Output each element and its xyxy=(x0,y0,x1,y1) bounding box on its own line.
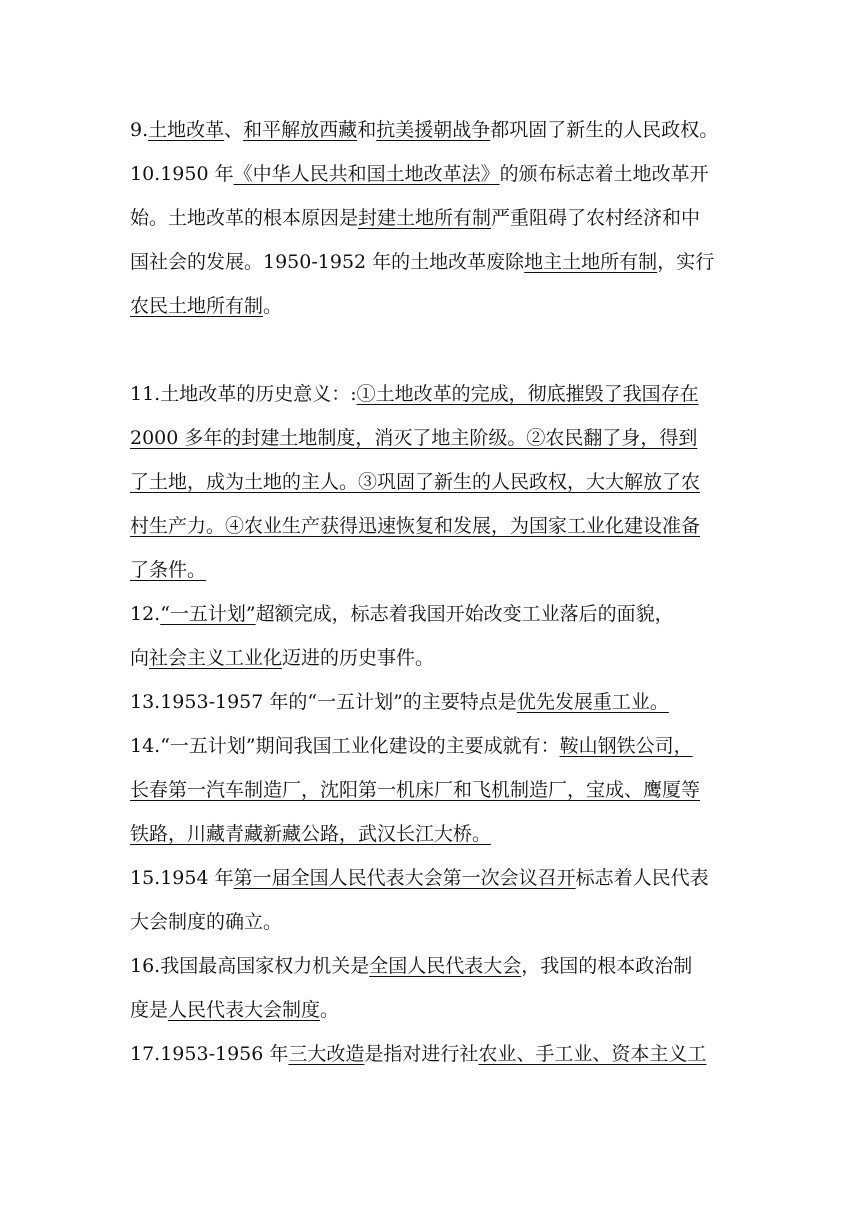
text-segment: 和 xyxy=(357,119,377,141)
text-line xyxy=(130,460,750,504)
text-line xyxy=(130,1032,750,1076)
underlined-keyword: 地主土地所有制 xyxy=(524,251,658,273)
text-line xyxy=(130,548,750,592)
text-segment: 度是 xyxy=(130,999,169,1021)
underlined-keyword: 《中华人民共和国土地改革法》 xyxy=(233,163,500,185)
underlined-keyword: ①土地改革的完成，彻底摧毁了我国存在 xyxy=(356,383,699,405)
text-segment: 标志着人民代表 xyxy=(575,867,709,889)
underlined-keyword: 2000 多年的封建土地制度，消灭了地主阶级。②农民翻了身，得到 xyxy=(130,427,698,449)
underlined-keyword: 全国人民代表大会 xyxy=(369,955,522,977)
text-segment: 13.1953-1957 年的“一五计划”的主要特点是 xyxy=(130,691,517,713)
underlined-keyword: 农业、手工业、资本主义工 xyxy=(478,1043,707,1065)
text-line xyxy=(130,592,750,636)
text-segment: 都巩固了新生的人民政权。 xyxy=(490,119,719,141)
underlined-keyword: 三大改造 xyxy=(288,1043,365,1065)
text-segment: 。 xyxy=(320,999,340,1021)
text-line xyxy=(130,724,750,768)
text-segment: 国社会的发展。1950-1952 年的土地改革废除 xyxy=(130,251,525,273)
text-segment: 大会制度的确立。 xyxy=(130,911,283,933)
text-line xyxy=(130,680,750,724)
paragraph-gap xyxy=(130,328,750,372)
text-segment: ，实行 xyxy=(657,251,715,273)
text-line xyxy=(130,152,750,196)
underlined-keyword: 了条件。 xyxy=(130,559,207,581)
underlined-keyword: 人民代表大会制度 xyxy=(168,999,321,1021)
text-segment: 的颁布标志着土地改革开 xyxy=(499,163,709,185)
underlined-keyword: 社会主义工业化 xyxy=(149,647,283,669)
underlined-keyword: 农民土地所有制 xyxy=(130,295,264,317)
underlined-keyword: 优先发展重工业。 xyxy=(516,691,669,713)
text-segment: 9. xyxy=(130,119,149,141)
text-line xyxy=(130,284,750,328)
text-line xyxy=(130,504,750,548)
underlined-keyword: 封建土地所有制 xyxy=(358,207,492,229)
underlined-keyword: 鞍山钢铁公司， xyxy=(559,735,693,757)
text-line xyxy=(130,856,750,900)
underlined-keyword: 土地改革 xyxy=(148,119,225,141)
text-line xyxy=(130,240,750,284)
underlined-keyword: 铁路，川藏青藏新藏公路，武汉长江大桥。 xyxy=(130,823,492,845)
text-line xyxy=(130,108,750,152)
text-line xyxy=(130,416,750,460)
text-line xyxy=(130,636,750,680)
underlined-keyword: 长春第一汽车制造厂，沈阳第一机床厂和飞机制造厂，宝成、鹰厦等 xyxy=(130,779,701,801)
text-segment: 向 xyxy=(130,647,150,669)
text-segment: 是指对进行社 xyxy=(364,1043,479,1065)
text-segment: 12. xyxy=(130,603,161,625)
text-line xyxy=(130,372,750,416)
underlined-keyword: 村生产力。④农业生产获得迅速恢复和发展，为国家工业化建设准备 xyxy=(130,515,701,537)
text-line xyxy=(130,196,750,240)
text-segment: 10.1950 年 xyxy=(130,163,234,185)
text-line xyxy=(130,812,750,856)
underlined-keyword: 抗美援朝战争 xyxy=(376,119,491,141)
underlined-keyword: 和平解放西藏 xyxy=(243,119,358,141)
underlined-keyword: 了土地，成为土地的主人。③巩固了新生的人民政权，大大解放了农 xyxy=(130,471,701,493)
text-segment: 14.“一五计划”期间我国工业化建设的主要成就有： xyxy=(130,735,560,757)
underlined-keyword: “一五计划” xyxy=(160,603,256,625)
text-segment: 超额完成，标志着我国开始改变工业落后的面貌， xyxy=(255,603,674,625)
text-segment: 始。土地改革的根本原因是 xyxy=(130,207,359,229)
text-line xyxy=(130,768,750,812)
underlined-keyword: 第一届全国人民代表大会第一次会议召开 xyxy=(233,867,576,889)
text-segment: 16.我国最高国家权力机关是 xyxy=(130,955,370,977)
text-segment: 、 xyxy=(224,119,244,141)
text-segment: 11.土地改革的历史意义：: xyxy=(130,383,357,405)
text-segment: 迈进的历史事件。 xyxy=(282,647,435,669)
text-line xyxy=(130,944,750,988)
text-segment: 15.1954 年 xyxy=(130,867,234,889)
text-line xyxy=(130,988,750,1032)
document-body xyxy=(130,108,750,1076)
text-segment: 。 xyxy=(263,295,283,317)
text-segment: ，我国的根本政治制 xyxy=(521,955,693,977)
text-segment: 17.1953-1956 年 xyxy=(130,1043,289,1065)
text-segment: 严重阻碍了农村经济和中 xyxy=(491,207,701,229)
text-line xyxy=(130,900,750,944)
